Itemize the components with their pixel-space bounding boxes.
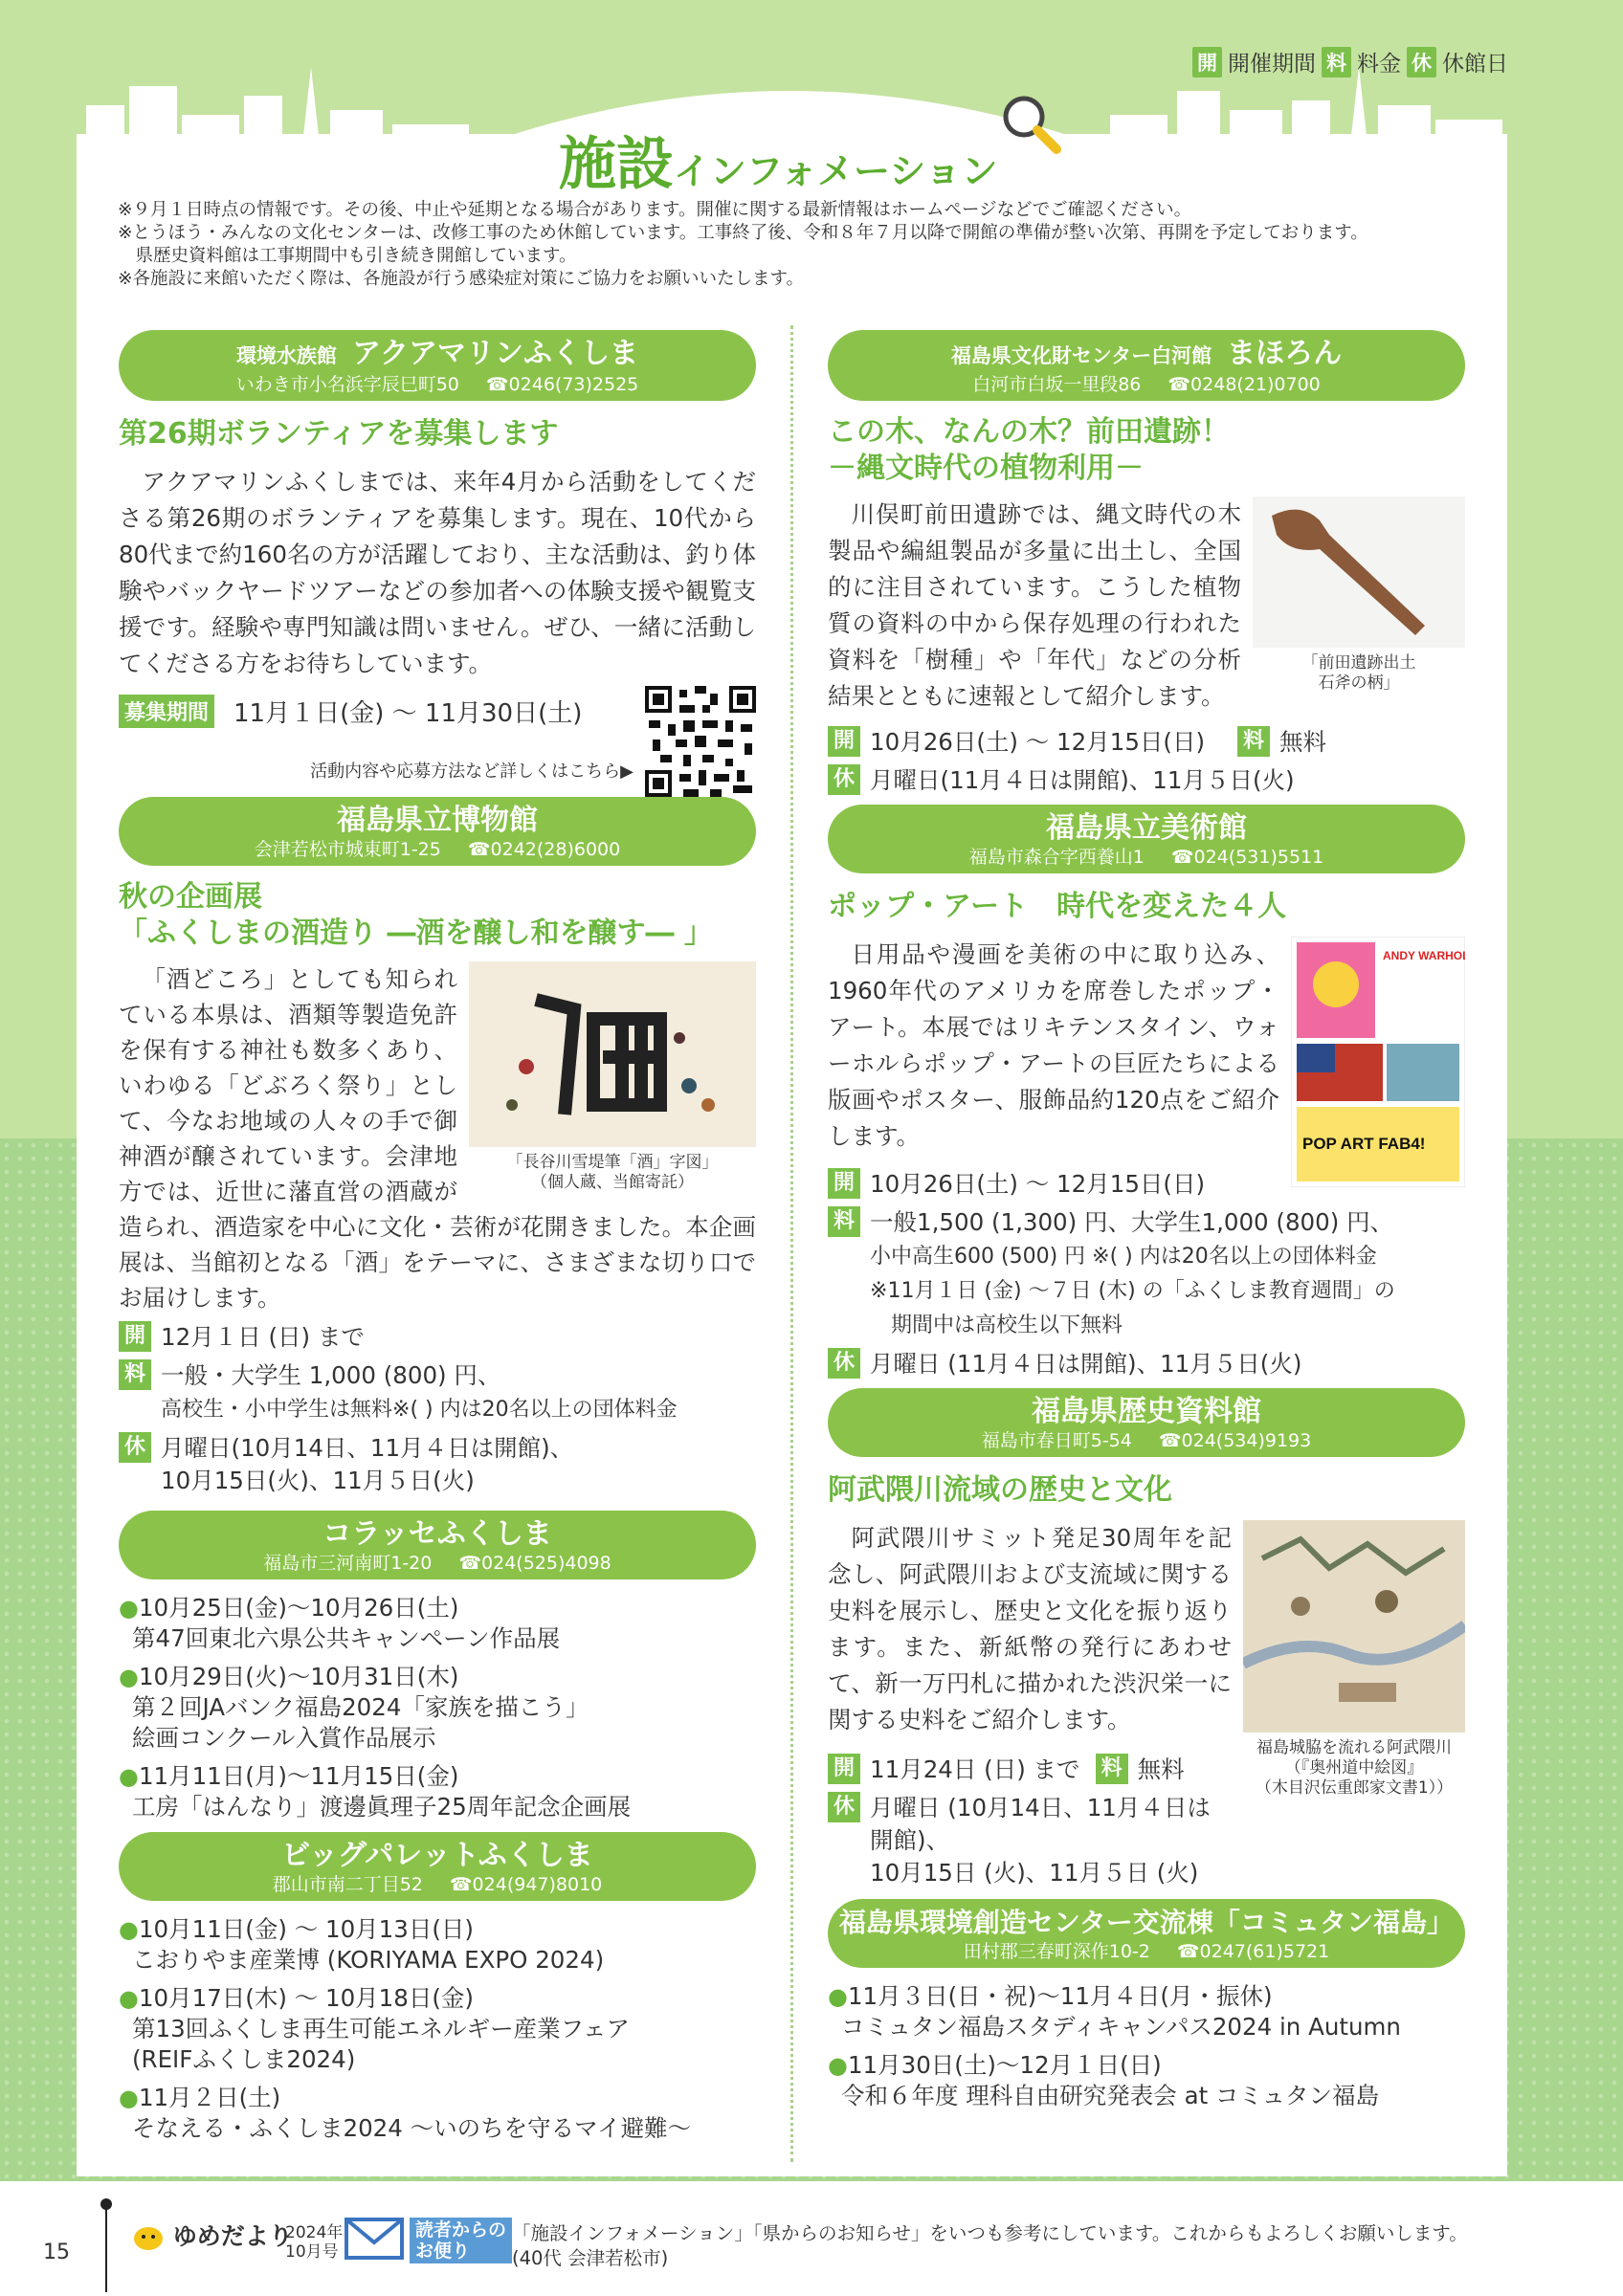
- closed-badge: 休: [828, 764, 860, 795]
- facility-header-history: [828, 1388, 1465, 1457]
- magazine-logo-text: ゆめだより: [172, 2222, 293, 2250]
- event-name: 第13回ふくしま再生可能エネルギー産業フェア: [132, 2015, 630, 2042]
- closed-text: 月曜日 (11月４日は開館)、11月５日(火): [870, 1350, 1302, 1378]
- fee-text: 一般・大学生 1,000 (800) 円、: [161, 1361, 501, 1389]
- note-line: ※９月１日時点の情報です。その後、中止や延期となる場合があります。開催に関する最新情報はホームページなどでご確認ください。: [118, 200, 1192, 220]
- reader-message-text: 「施設インフォメーション」「県からのお知らせ」をいつも参考にしています。これからもよろしくお願いします。: [512, 2222, 1468, 2244]
- event-date: 11月３日(日・祝)～11月４日(月・振休): [847, 1982, 1273, 2010]
- facility-header-museum: [119, 797, 756, 866]
- fee-text: ※11月１日 (金) ～７日 (木) の「ふくしま教育週間」の: [870, 1279, 1395, 1303]
- period-badge: 開: [828, 1754, 860, 1784]
- event-item: ●10月29日(火)～10月31日(木) 第２回JAバンク福島2024「家族を描こう」 絵画コンクール入賞作品展示: [119, 1663, 589, 1752]
- section-body: 日用品や漫画を美術の中に取り込み、1960年代のアメリカを席巻したポップ・アート。本展ではリキテンスタイン、ウォーホルらポップ・アートの巨匠たちによる版画やポスター、服飾品約120点をご紹介します。: [828, 940, 1279, 1150]
- event-name: (REIFふくしま2024): [132, 2045, 356, 2073]
- figure-caption: 福島城脇を流れる阿武隈川: [1256, 1738, 1452, 1757]
- facility-address: 福島市春日町5-54: [981, 1430, 1132, 1451]
- qr-code-icon[interactable]: [645, 686, 756, 797]
- poster-title-text: ANDY WARHOL: [1383, 949, 1465, 962]
- mail-icon: [345, 2218, 404, 2260]
- facility-header-commutan: [828, 1899, 1465, 1968]
- facility-tel: ☎0248(21)0700: [1167, 374, 1321, 395]
- facility-tel: ☎024(531)5511: [1170, 847, 1324, 868]
- recruit-dates: 11月１日(金) ～ 11月30日(土): [233, 699, 583, 728]
- page-title: [0, 119, 1623, 201]
- footer: [0, 2181, 1623, 2296]
- facility-address: 会津若松市城東町1-25: [254, 839, 441, 860]
- legend-label-fee: 料金: [1357, 52, 1401, 77]
- left-column: [119, 330, 756, 2152]
- reader-message-author: (40代 会津若松市): [512, 2247, 669, 2269]
- event-name: コミュタン福島スタディキャンパス2024 in Autumn: [841, 2013, 1401, 2041]
- pop-art-poster: [1291, 937, 1465, 1193]
- mascot-icon: [132, 2223, 165, 2252]
- section-body: 「酒どころ」としても知られている本県は、酒類等製造免許を保有する神社も数多くあり、いわゆる「どぶろく祭り」として、今なお地域の人々の手で御神酒が醸されています。会津地方では、近世に藩直営の酒蔵が造られ、酒造家を中心に文化・芸術が花開きました。本企画展は、当館初となる「酒」をテーマに、さまざまな切り口でお届けします。: [119, 965, 756, 1312]
- facility-address: いわき市小名浜字辰巳町50: [235, 374, 459, 395]
- closed-text: 10月15日 (火)、11月５日 (火): [870, 1859, 1199, 1887]
- figure-caption: 「長谷川雪堤筆「酒」字図」: [506, 1153, 719, 1172]
- event-item: ●11月30日(土)～12月１日(日) 令和６年度 理科自由研究発表会 at コミュタン福島: [828, 2051, 1379, 2109]
- facility-header-aquamarine: [119, 330, 756, 401]
- facility-tel: ☎0247(61)5721: [1176, 1941, 1330, 1962]
- facility-address: 白河市白坂一里段86: [972, 374, 1142, 395]
- fee-badge: 料: [828, 1206, 860, 1237]
- facility-header-bigpalette: [119, 1832, 756, 1901]
- facility-name: ビッグパレットふくしま: [281, 1839, 593, 1872]
- notes: [118, 199, 1496, 291]
- river-map-image: [1243, 1520, 1465, 1733]
- closed-badge: 休: [828, 1792, 860, 1822]
- note-line: ※とうほう・みんなの文化センターは、改修工事のため休館しています。工事終了後、令和８年７月以降で開館の準備が整い次第、再開を予定しております。: [118, 223, 1368, 243]
- fee-text: 無料: [1279, 728, 1327, 756]
- stone-axe-figure: [1253, 497, 1465, 694]
- stone-axe-image: [1253, 497, 1465, 648]
- fee-text: 一般1,500 (1,300) 円、大学生1,000 (800) 円、: [870, 1208, 1394, 1236]
- info-fee: [828, 1206, 1465, 1342]
- legend-badge-period: 開: [1192, 47, 1222, 77]
- legend-label-closed: 休館日: [1442, 52, 1508, 77]
- reader-message: [512, 2221, 1468, 2271]
- section-title: 第26期ボランティアを募集します: [119, 417, 559, 451]
- info-closed: [119, 1432, 756, 1497]
- period-text: 11月24日 (日) まで: [870, 1755, 1080, 1783]
- closed-text: 月曜日(10月14日、11月４日は開館)、: [161, 1434, 574, 1462]
- note-line: 県歴史資料館は工事期間中も引き続き開館しています。: [118, 246, 577, 266]
- facility-subname: 福島県文化財センター白河館: [950, 344, 1212, 367]
- page-title-sub: インフォメーション: [673, 150, 998, 192]
- section-title: ポップ・アート 時代を変えた４人: [828, 890, 1287, 923]
- figure-caption: （個人蔵、当館寄託）: [531, 1173, 694, 1192]
- reader-letters-label: [410, 2218, 512, 2263]
- section-title: 秋の企画展: [119, 880, 262, 914]
- event-name: 絵画コンクール入賞作品展示: [132, 1724, 436, 1752]
- info-period: [828, 1168, 1279, 1201]
- legend-label-period: 開催期間: [1228, 52, 1316, 77]
- facility-name: アクアマリンふくしま: [351, 337, 639, 370]
- sake-scroll-figure: [469, 961, 756, 1193]
- closed-text: 月曜日(11月４日は開館)、11月５日(火): [870, 766, 1295, 794]
- event-date: 11月11日(月)～11月15日(金): [138, 1762, 459, 1790]
- facility-tel: ☎024(534)9193: [1158, 1430, 1312, 1451]
- event-date: 11月２日(土): [138, 2084, 281, 2111]
- info-fee: [119, 1359, 756, 1426]
- issue-year: 2024年: [285, 2223, 344, 2242]
- section-body: 川俣町前田遺跡では、縄文時代の木製品や編組製品が多量に出土し、全国的に注目されています。こうした植物質の資料の中から保存処理の行われた資料を「樹種」や「年代」などの分析結果とともに速報として紹介します。: [828, 500, 1241, 710]
- period-badge: 開: [828, 726, 860, 757]
- fee-text: 無料: [1137, 1755, 1185, 1783]
- recruit-label: 募集期間: [119, 695, 214, 728]
- section-title: 阿武隈川流域の歴史と文化: [828, 1473, 1172, 1507]
- section-subtitle: 「ふくしまの酒造り ―酒を醸し和を醸す― 」: [119, 916, 713, 950]
- page-number: 15: [43, 2241, 70, 2264]
- event-name: こおりやま産業博 (KORIYAMA EXPO 2024): [132, 1946, 605, 1974]
- info-period: [119, 1321, 756, 1354]
- event-item: ●10月17日(木) ～ 10月18日(金) 第13回ふくしま再生可能エネルギー産業フェア (REIFふくしま2024): [119, 1984, 630, 2073]
- event-date: 10月29日(火)～10月31日(木): [138, 1663, 459, 1690]
- pop-art-poster-image: [1291, 937, 1465, 1187]
- facility-tel: ☎0242(28)6000: [467, 839, 621, 860]
- facility-tel: ☎024(525)4098: [458, 1553, 611, 1574]
- fee-text: 小中高生600 (500) 円 ※( ) 内は20名以上の団体料金: [870, 1245, 1377, 1269]
- closed-text: 月曜日 (10月14日、11月４日は開館)、: [870, 1794, 1211, 1854]
- pin-icon: [100, 2197, 113, 2292]
- period-text: 12月１日 (日) まで: [161, 1323, 365, 1351]
- info-period: [828, 726, 1465, 759]
- facility-tel: ☎0246(73)2525: [485, 374, 639, 395]
- facility-header-art: [828, 805, 1465, 873]
- section-body: 阿武隈川サミット発足30周年を記念し、阿武隈川および支流域に関する史料を展示し、歴史と文化を振り返ります。また、新紙幣の発行にあわせて、新一万円札に描かれた渋沢栄一に関する史料をご紹介します。: [828, 1524, 1232, 1733]
- event-date: 11月30日(土)～12月１日(日): [847, 2051, 1162, 2079]
- facility-address: 福島市三河南町1-20: [263, 1553, 433, 1574]
- event-item: ●10月25日(金)～10月26日(土) 第47回東北六県公共キャンペーン作品展: [119, 1594, 561, 1652]
- issue-info: [285, 2223, 343, 2262]
- event-item: ●11月２日(土) そなえる・ふくしま2024 ～いのちを守るマイ避難～: [119, 2084, 692, 2142]
- legend: [1192, 46, 1508, 77]
- info-closed: [828, 764, 1465, 797]
- closed-badge: 休: [828, 1348, 860, 1379]
- fee-text: 期間中は高校生以下無料: [891, 1314, 1123, 1337]
- fee-text: 高校生・小中学生は無料※( ) 内は20名以上の団体料金: [161, 1398, 678, 1422]
- facility-name: 福島県環境創造センター交流棟「コミュタン福島」: [838, 1907, 1455, 1938]
- info-closed: [828, 1348, 1465, 1380]
- reader-letters-label-line: お便り: [415, 2241, 471, 2262]
- facility-tel: ☎024(947)8010: [449, 1874, 603, 1895]
- period-badge: 開: [119, 1321, 151, 1352]
- fee-badge: 料: [1096, 1754, 1128, 1784]
- facility-name: 福島県立博物館: [337, 804, 538, 837]
- legend-badge-fee: 料: [1322, 47, 1351, 77]
- facility-name: 福島県立美術館: [1046, 811, 1247, 845]
- issue-month: 10月号: [285, 2242, 339, 2262]
- event-date: 10月17日(木) ～ 10月18日(金): [138, 1984, 474, 2012]
- recruit-period: [119, 694, 634, 729]
- event-date: 10月11日(金) ～ 10月13日(日): [138, 1915, 474, 1943]
- magnifier-icon: [997, 90, 1064, 157]
- details-link[interactable]: 活動内容や応募方法など詳しくはこちら▶: [310, 762, 634, 782]
- info-closed: [828, 1792, 1232, 1889]
- closed-badge: 休: [119, 1432, 151, 1463]
- event-item: ●11月３日(日・祝)～11月４日(月・振休) コミュタン福島スタディキャンパス2024 in Autumn: [828, 1982, 1401, 2041]
- event-name: 第47回東北六県公共キャンペーン作品展: [132, 1624, 561, 1652]
- figure-caption: 石斧の柄」: [1318, 673, 1400, 693]
- section-subtitle: －縄文時代の植物利用－: [828, 452, 1144, 485]
- magazine-logo: [132, 2218, 293, 2252]
- event-name: 工房「はんなり」渡邊眞理子25周年記念企画展: [132, 1793, 632, 1821]
- facility-name: 福島県歴史資料館: [1032, 1395, 1261, 1428]
- event-item: ●10月11日(金) ～ 10月13日(日) こおりやま産業博 (KORIYAMA EXPO 2024): [119, 1915, 605, 1974]
- poster-subtitle-text: POP ART FAB4!: [1302, 1135, 1426, 1153]
- period-text: 10月26日(土) ～ 12月15日(日): [870, 1170, 1206, 1198]
- facility-name: まほろん: [1227, 337, 1343, 370]
- facility-name: コラッセふくしま: [322, 1517, 552, 1551]
- fee-badge: 料: [1237, 726, 1270, 757]
- event-item: ●11月11日(月)～11月15日(金) 工房「はんなり」渡邊眞理子25周年記念企画展: [119, 1762, 632, 1821]
- facility-address: 郡山市南二丁目52: [272, 1874, 423, 1895]
- facility-subname: 環境水族館: [235, 344, 337, 367]
- closed-text: 10月15日(火)、11月５日(火): [161, 1467, 475, 1494]
- info-period: [828, 1754, 1232, 1786]
- reader-letters-label-line: 読者からの: [415, 2219, 507, 2241]
- section-title: この木、なんの木？前田遺跡！: [828, 415, 1230, 449]
- section-body: アクアマリンふくしまでは、来年4月から活動をしてくださる第26期のボランティアを募集します。現在、10代から80代まで約160名の方が活躍しており、主な活動は、釣り体験やバックヤードツアーなどの参加者への体験支援や観覧支援です。経験や専門知識は問いません。ぜひ、一緒に活動してくださる方をお待ちしています。: [119, 468, 756, 677]
- figure-caption: （『奥州道中絵図』: [1284, 1758, 1424, 1777]
- facility-header-mahoron: [828, 330, 1465, 401]
- period-text: 10月26日(土) ～ 12月15日(日): [870, 728, 1206, 756]
- event-name: そなえる・ふくしま2024 ～いのちを守るマイ避難～: [132, 2114, 692, 2142]
- event-date: 10月25日(金)～10月26日(土): [138, 1594, 459, 1622]
- sake-scroll-image: [469, 961, 756, 1147]
- column-divider: [790, 325, 793, 2162]
- facility-header-corasse: [119, 1511, 756, 1579]
- fee-badge: 料: [119, 1359, 151, 1390]
- event-name: 令和６年度 理科自由研究発表会 at コミュタン福島: [841, 2082, 1379, 2109]
- page-title-main: 施設: [558, 131, 674, 198]
- figure-caption: 「前田遺跡出土: [1301, 653, 1416, 673]
- period-badge: 開: [828, 1168, 860, 1199]
- facility-address: 田村郡三春町深作10-2: [963, 1941, 1150, 1962]
- river-map-figure: [1243, 1520, 1465, 1799]
- figure-caption: （木目沢伝重郎家文書1））: [1255, 1778, 1454, 1798]
- legend-badge-closed: 休: [1407, 47, 1436, 77]
- note-line: ※各施設に来館いただく際は、各施設が行う感染症対策にご協力をお願いいたします。: [118, 269, 805, 289]
- event-name: 第２回JAバンク福島2024「家族を描こう」: [132, 1693, 589, 1721]
- facility-address: 福島市森合字西養山1: [968, 847, 1145, 868]
- right-column: [828, 330, 1465, 2119]
